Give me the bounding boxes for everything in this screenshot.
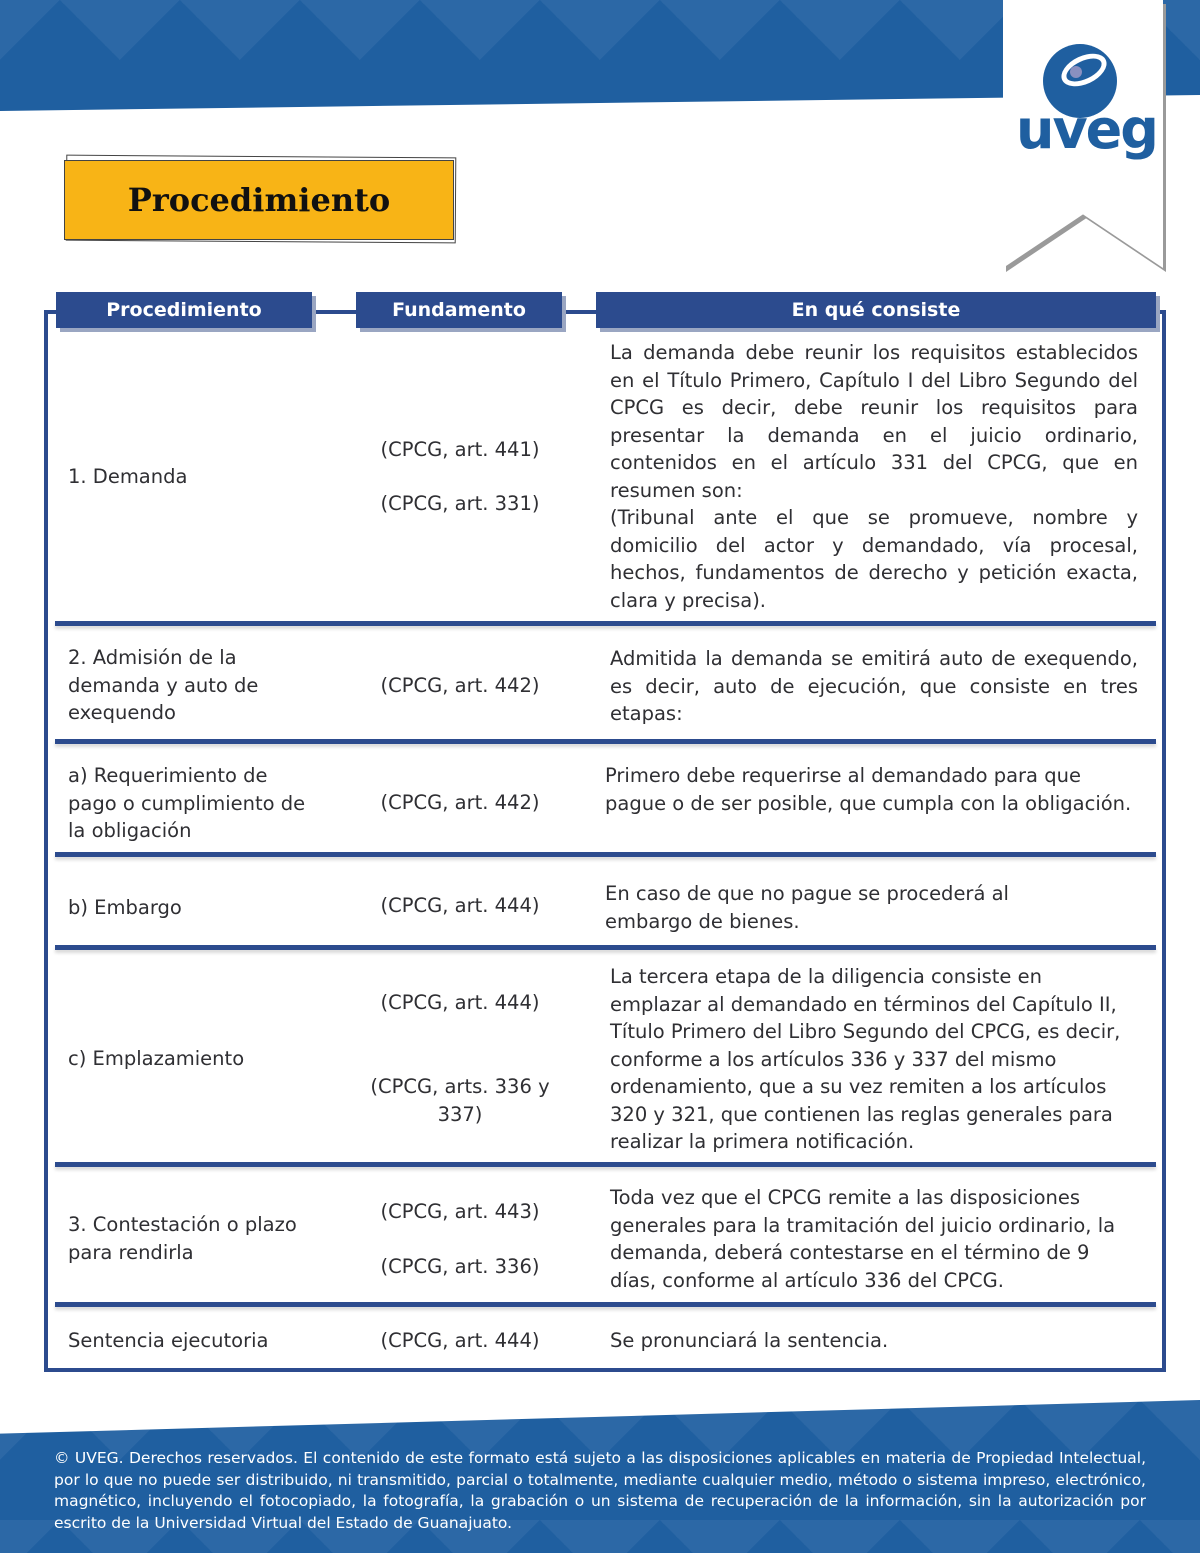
page-title: Procedimiento [127, 181, 391, 219]
row-separator [55, 621, 1156, 626]
row-a-fundamento: (CPCG, art. 442) [380, 791, 540, 814]
row-a-procedimiento: a) Requerimiento de pago o cumplimiento de la obligación [68, 764, 306, 842]
row-1-consiste: La demanda debe reunir los requisitos establecidos en el Título Primero, Capítulo I del Libro Segundo del CPCG es decir, debe reunir los requisitos para presentar la demanda en el juicio ordinario, contenidos en el artículo 331 del CPCG, que en resumen son: [610, 341, 1138, 502]
row-1-fundamento-2: (CPCG, art. 331) [380, 492, 540, 515]
row-4-consiste: Se pronunciará la sentencia. [610, 1329, 889, 1352]
row-3-fundamento-2: (CPCG, art. 336) [380, 1255, 540, 1278]
copyright-notice: © UVEG. Derechos reservados. El contenido de este formato está sujeto a las disposiciones aplicables en materia de Propiedad Intelectual, por lo que no puede ser distribuido, ni transmitido, parcial o totalmente, mediante cualquier medio, método o sistema impreso, electrónico, magnético, incluyendo el fotocopiado, la fotografía, la grabación o un sistema de recuperación de la información, sin la autorización por escrito de la Universidad Virtual del Estado de Guanajuato. [54, 1449, 1146, 1532]
row-2-procedimiento: 2. Admisión de la demanda y auto de exequendo [68, 646, 259, 724]
row-1-consiste-extra: (Tribunal ante el que se promueve, nombre y domicilio del actor y demandado, vía procesal, hechos, fundamentos de derecho y petición exacta, clara y precisa). [610, 506, 1138, 612]
row-c-procedimiento: c) Emplazamiento [68, 1047, 245, 1070]
row-separator [55, 1162, 1156, 1167]
row-b-procedimiento: b) Embargo [68, 896, 182, 919]
row-2-consiste: Admitida la demanda se emitirá auto de exequendo, es decir, auto de ejecución, que consiste en tres etapas: [610, 647, 1138, 725]
row-separator [55, 1302, 1156, 1307]
logo: uveg [1016, 98, 1157, 161]
header-procedimiento: Procedimiento [56, 292, 312, 328]
row-3-procedimiento: 3. Contestación o plazo para rendirla [68, 1213, 297, 1264]
row-separator [55, 945, 1156, 950]
row-4-fundamento: (CPCG, art. 444) [380, 1329, 540, 1352]
row-a-consiste: Primero debe requerirse al demandado para que pague o de ser posible, que cumpla con la obligación. [605, 764, 1132, 815]
header-fundamento: Fundamento [356, 292, 562, 328]
globe-dot-icon [1070, 66, 1082, 78]
row-c-fundamento-1: (CPCG, art. 444) [380, 991, 540, 1014]
row-3-fundamento-1: (CPCG, art. 443) [380, 1200, 540, 1223]
row-b-fundamento: (CPCG, art. 444) [380, 894, 540, 917]
logo-subtitle [1020, 152, 1148, 164]
row-separator [55, 852, 1156, 857]
row-b-consiste: En caso de que no pague se procederá al embargo de bienes. [605, 882, 1009, 933]
row-separator [55, 739, 1156, 744]
row-1-fundamento-1: (CPCG, art. 441) [380, 438, 540, 461]
row-c-consiste: La tercera etapa de la diligencia consiste en emplazar al demandado en términos del Capítulo II, Título Primero del Libro Segundo del CPCG, es decir, conforme a los artículos 336 y 337 del mismo ordenamiento, que a su vez remiten a los artículos 320 y 321, que contienen las reglas generales para realizar la primera notificación. [610, 965, 1121, 1153]
row-1-procedimiento: 1. Demanda [68, 465, 188, 488]
row-3-consiste: Toda vez que el CPCG remite a las disposiciones generales para la tramitación del juicio ordinario, la demanda, deberá contestarse en el término de 9 días, conforme al artículo 336 del CPCG. [610, 1186, 1116, 1292]
row-c-fundamento-2: (CPCG, arts. 336 y 337) [370, 1075, 550, 1126]
row-2-fundamento: (CPCG, art. 442) [380, 674, 540, 697]
row-4-procedimiento: Sentencia ejecutoria [68, 1329, 269, 1352]
header-en-que-consiste: En qué consiste [596, 292, 1156, 328]
